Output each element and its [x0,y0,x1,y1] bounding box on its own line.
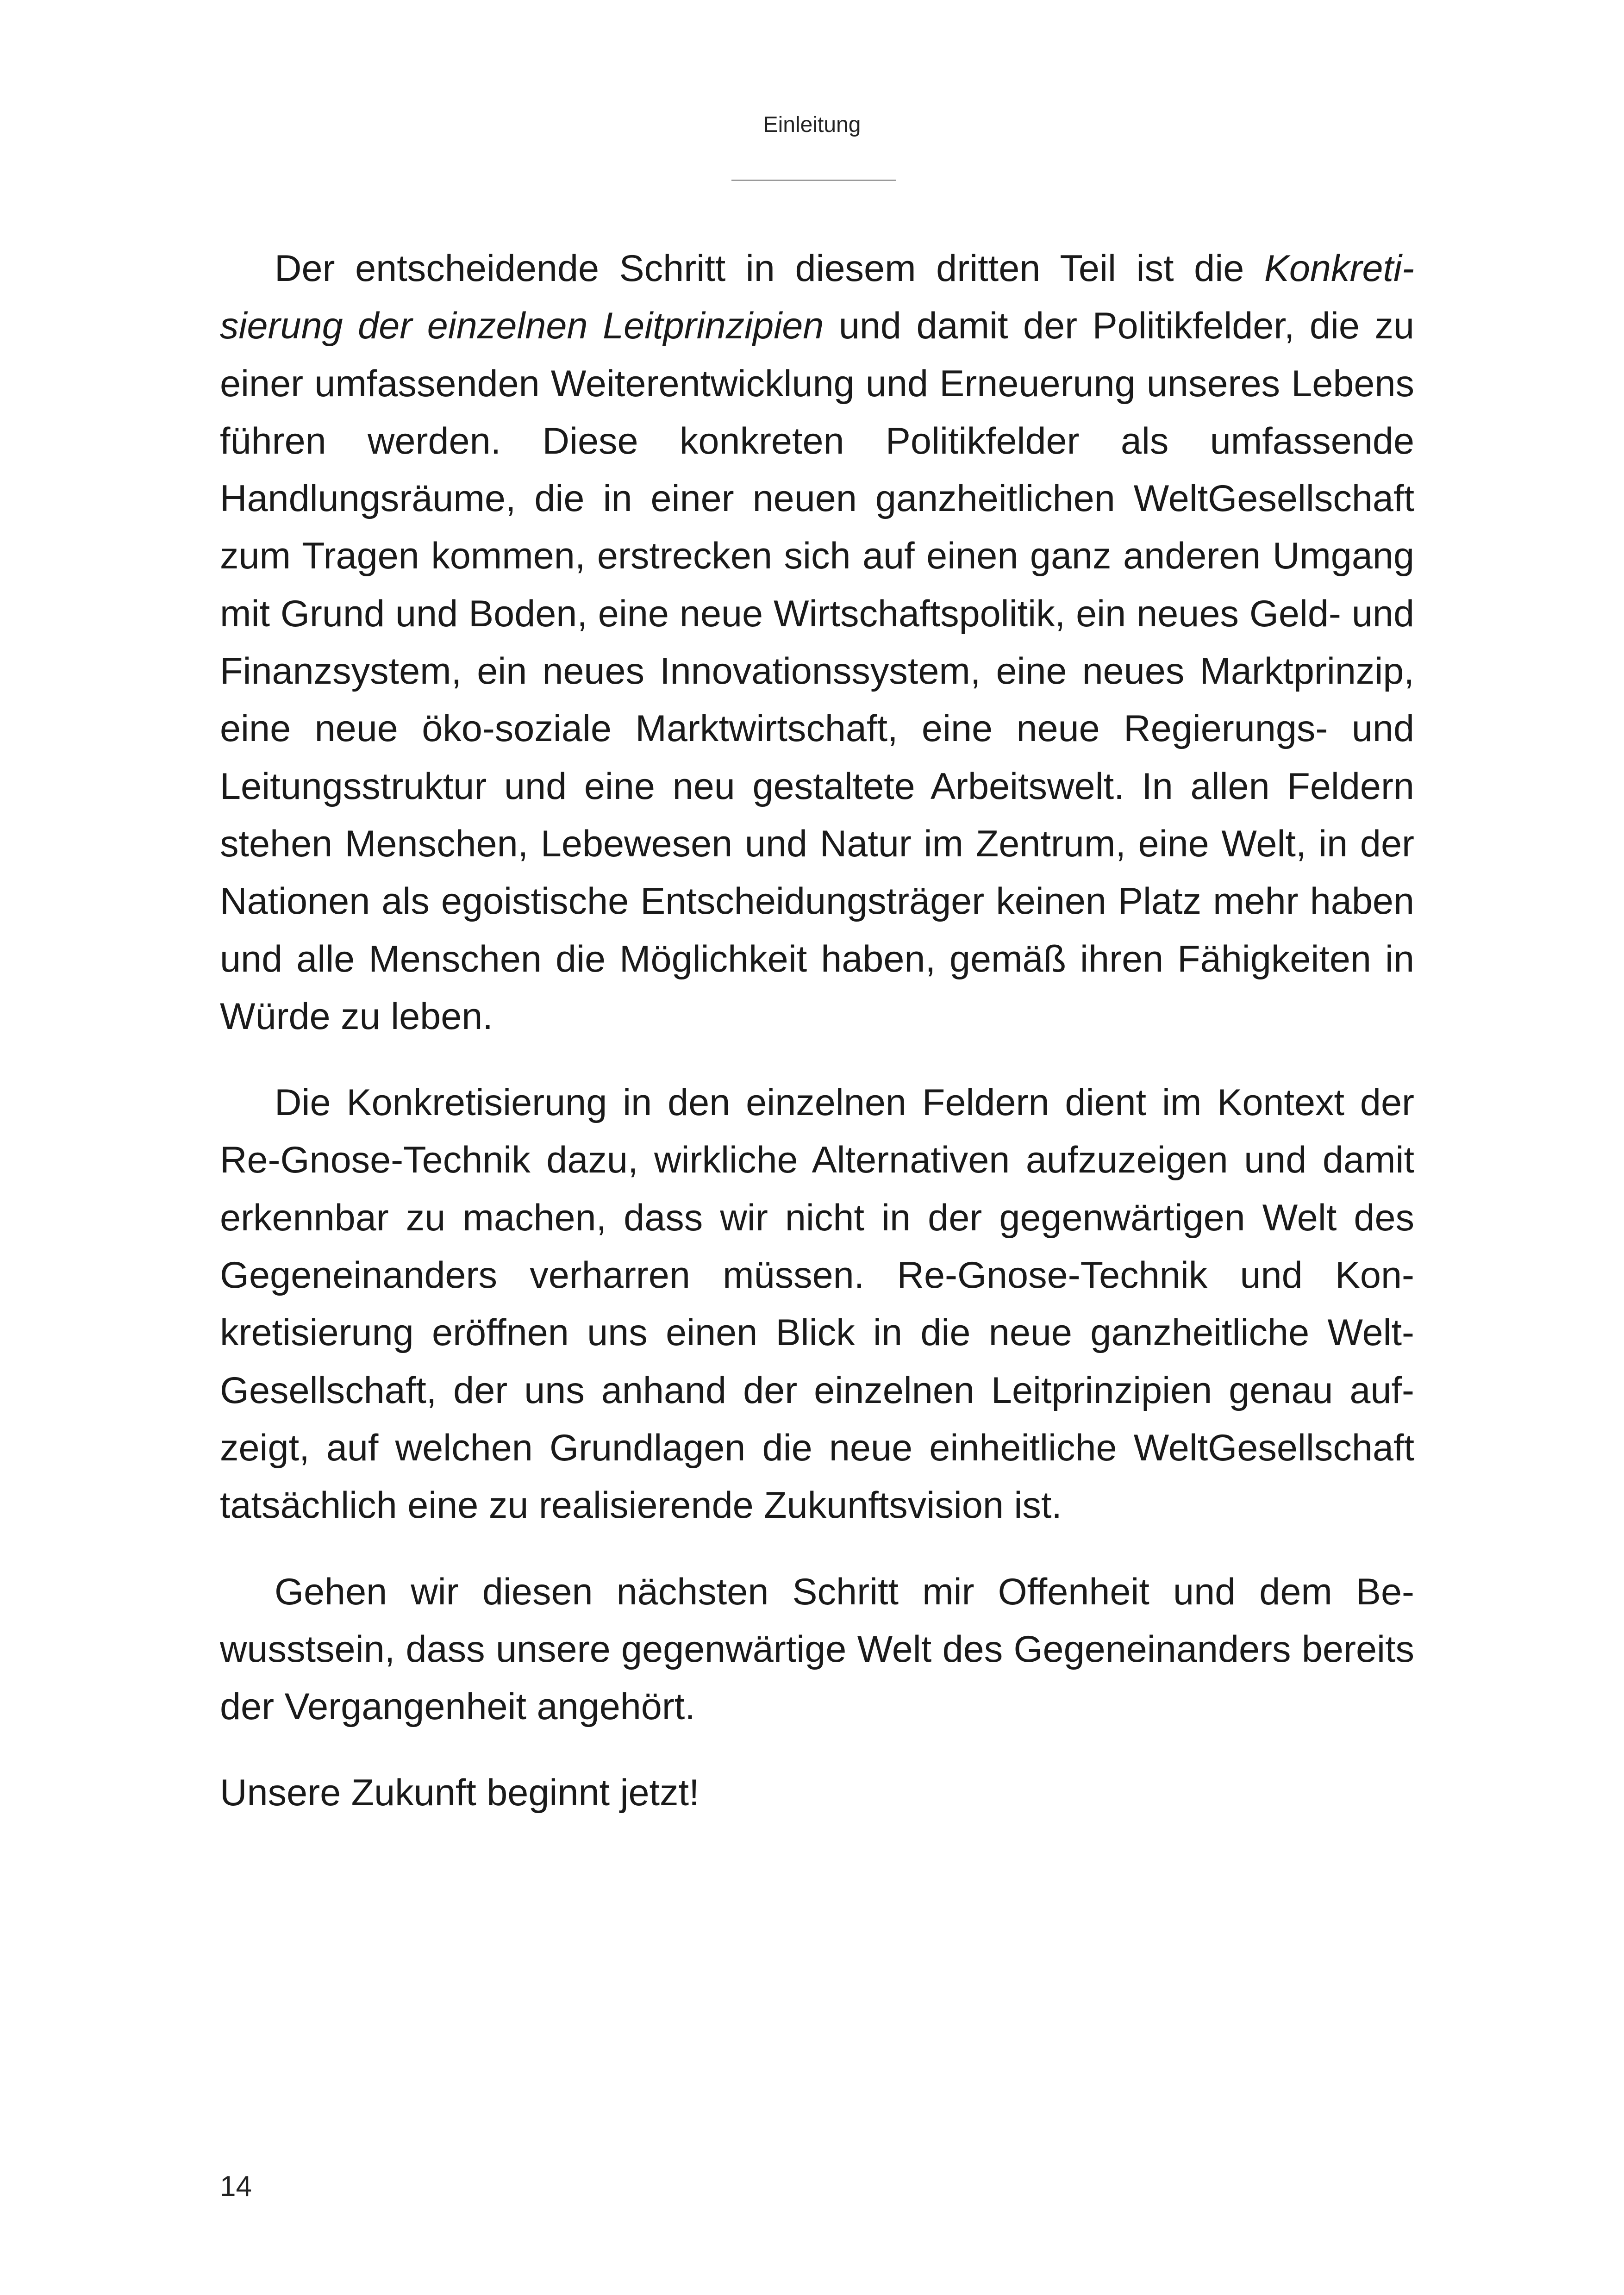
main-text [220,240,1414,1851]
paragraph-lead: Der entscheidende Schritt in diesem dritten Teil ist die [275,248,1264,289]
paragraph-rest: und damit der Politikfelder, die zu einer umfassenden Weiterentwicklung und Erneuerung unseres Lebens führen werden. Diese konkreten Politikfelder als umfassende Handlungsräume, die in einer neuen ganzheitlichen WeltGesellschaft zum Tragen kommen, erstrecken sich auf einen ganz anderen Umgang mit Grund und Boden, eine neue Wirtschaftspolitik, ein neues Geld- und Finanzsystem, ein neues Innovationssystem, eine neues Marktprinzip, eine neue öko-soziale Marktwirtschaft, eine neue Regierungs- und Leitungsstruktur und eine neu gestaltete Arbeitswelt. In allen Feldern stehen Menschen, Lebewesen und Natur im Zentrum, eine Welt, in der Nationen als egoistische Entscheidungsträger keinen Platz mehr haben und alle Menschen die Möglichkeit haben, gemäß ihren Fähigkeiten in Würde zu leben. [220,305,1414,1037]
emphasized-phrase: Konkretisierung der einzelnen Leitprinzipien [220,248,1414,347]
closing-line: Unsere Zukunft beginnt jetzt! [220,1772,700,1814]
header-divider [731,180,896,181]
page-number: 14 [220,2170,252,2202]
paragraph [220,240,1414,1045]
paragraph: Die Konkretisierung in den einzelnen Feldern dient im Kontext der Re-Gnose-Technik dazu, wirkliche Alternativen aufzuzeigen und damit erkennbar zu machen, dass wir nicht in der gegenwärtigen Welt des Gegeneinanders verharren müssen. Re-Gnose-Technik und Konkretisierung eröffnen uns einen Blick in die neue ganzheitliche Welt-Gesellschaft, der uns anhand der einzelnen Leitprinzipien genau aufzeigt, auf welchen Grundlagen die neue einheitliche WeltGesellschaft tatsächlich eine zu realisierende Zukunftsvision ist. [220,1082,1414,1527]
running-header: Einleitung [763,112,861,137]
paragraph: Gehen wir diesen nächsten Schritt mir Offenheit und dem Bewusstsein, dass unsere gegenwärtige Welt des Gegeneinanders bereits der Vergangenheit angehört. [220,1571,1414,1728]
